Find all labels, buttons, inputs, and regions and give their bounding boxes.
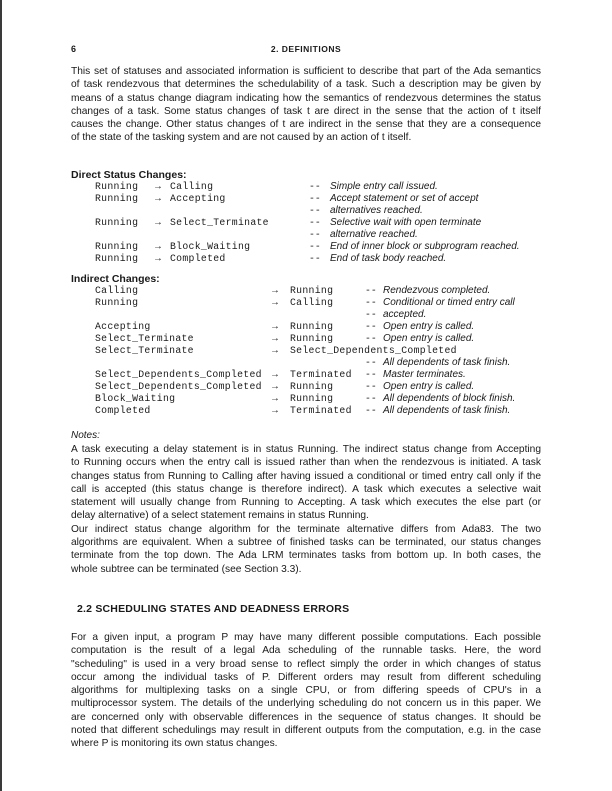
transition-comment: All dependents of task finish.	[383, 405, 511, 416]
transition-to: Running	[290, 321, 334, 332]
transition-to: Select_Dependents_Completed	[290, 345, 457, 356]
transition-comment: Open entry is called.	[383, 381, 475, 392]
section-paragraph	[71, 631, 541, 751]
arrow-icon: →	[272, 321, 279, 332]
transition-to: Running	[290, 285, 334, 296]
transition-to: Completed	[170, 253, 226, 264]
text-line: algorithms for multiplexing tasks on a single CPU, or from differing speeds of CPU's in a	[71, 685, 541, 697]
text-line: are concerned only with observable differences in the sequence of status changes. It should be	[71, 711, 541, 723]
text-line: This set of statuses and associated information is sufficient to describe that part of the Ada semantics	[71, 66, 541, 77]
transition-comment: Open entry is called.	[383, 333, 475, 344]
arrow-icon: →	[272, 297, 279, 308]
arrow-icon: →	[272, 345, 279, 356]
comment-dash: --	[309, 217, 321, 228]
arrow-icon: →	[272, 333, 279, 344]
text-line: to Running occurs when the entry call is issued rather than when the rendezvous is initiated. A task	[71, 457, 541, 469]
intro-paragraph	[71, 65, 541, 145]
transition-from: Completed	[95, 405, 151, 416]
arrow-icon: →	[272, 285, 279, 296]
transition-to: Terminated	[290, 369, 352, 380]
comment-dash: --	[365, 381, 377, 392]
arrow-icon: →	[272, 381, 279, 392]
transition-to: Running	[290, 393, 334, 404]
transition-comment: Selective wait with open terminate	[330, 217, 482, 228]
running-head: 2. DEFINITIONS	[270, 44, 342, 54]
comment-dash: --	[309, 205, 321, 216]
transition-to: Running	[290, 381, 334, 392]
transition-comment: Simple entry call issued.	[330, 181, 438, 192]
transition-from: Select_Terminate	[95, 333, 194, 344]
arrow-icon: →	[272, 393, 279, 404]
transition-comment: Master terminates.	[383, 369, 466, 380]
transition-from: Running	[95, 297, 139, 308]
arrow-icon: →	[155, 217, 162, 228]
transition-from: Select_Terminate	[95, 345, 194, 356]
text-line: whole subtree can be terminated (see Section 3.3).	[71, 563, 302, 575]
text-line: means of a status change diagram indicating how the semantics of rendezvous determines the status	[71, 92, 541, 104]
text-line: terminate from the top down. The Ada LRM terminates tasks from bottom up. In both cases, the	[71, 550, 541, 562]
direct-changes-heading: Direct Status Changes:	[71, 169, 187, 181]
transition-to: Running	[290, 333, 334, 344]
transition-from: Select_Dependents_Completed	[95, 369, 262, 380]
transition-comment: Accept statement or set of accept	[330, 193, 479, 204]
arrow-icon: →	[155, 253, 162, 264]
section-title: 2.2 SCHEDULING STATES AND DEADNESS ERRORS	[77, 603, 350, 615]
text-line: Our indirect status change algorithm for the terminate alternative differs from Ada83. The two	[71, 523, 541, 535]
comment-dash: --	[309, 181, 321, 192]
text-line: statement will usually change from Running to Accepting. A task which executes the else part (or	[71, 497, 541, 509]
page-left-edge	[0, 0, 2, 791]
arrow-icon: →	[155, 181, 162, 192]
transition-comment: End of inner block or subprogram reached.	[330, 241, 520, 252]
comment-dash: --	[365, 393, 377, 404]
comment-dash: --	[309, 253, 321, 264]
text-line: changes of a task. Some status changes of task t are direct in the sense that the action of t itself	[71, 105, 541, 117]
text-line: of task rendezvous that determines the schedulability of a task. Such a description may be given by	[71, 79, 541, 91]
comment-dash: --	[365, 369, 377, 380]
page-number: 6	[71, 44, 77, 54]
transition-comment: All dependents of task finish.	[383, 357, 511, 368]
text-line: causes the change. Other status changes of t are indirect in the sense that they are a consequence	[71, 119, 541, 131]
indirect-changes-heading: Indirect Changes:	[71, 273, 160, 285]
text-line: "scheduling" is used in a very broad sense to reflect simply the order in which changes of status	[71, 658, 541, 670]
arrow-icon: →	[155, 193, 162, 204]
text-line: of the state of the tasking system and are not caused by an action of t itself.	[71, 132, 412, 144]
transition-from: Select_Dependents_Completed	[95, 381, 262, 392]
transition-from: Running	[95, 193, 139, 204]
comment-dash: --	[309, 193, 321, 204]
text-line: A task executing a delay statement is in status Running. The indirect status change from Accepting	[71, 444, 541, 455]
transition-to: Select_Terminate	[170, 217, 269, 228]
comment-dash: --	[309, 241, 321, 252]
comment-dash: --	[365, 333, 377, 344]
transition-comment: Rendezvous completed.	[383, 285, 491, 296]
text-line: multiprocessor system. The details of the underlying scheduling do not concern us in this paper. We	[71, 698, 541, 710]
arrow-icon: →	[272, 369, 279, 380]
transition-to: Calling	[290, 297, 334, 308]
arrow-icon: →	[155, 241, 162, 252]
arrow-icon: →	[272, 405, 279, 416]
transition-comment: alternatives reached.	[330, 205, 423, 216]
text-line: where P is monitoring its own status changes.	[71, 738, 278, 750]
comment-dash: --	[365, 357, 377, 368]
comment-dash: --	[365, 309, 377, 320]
comment-dash: --	[309, 229, 321, 240]
transition-from: Calling	[95, 285, 139, 296]
transition-comment: Conditional or timed entry call	[383, 297, 515, 308]
transition-comment: accepted.	[383, 309, 427, 320]
text-line: noted that different schedulings may result in different outputs from the computation, e.g. in the case	[71, 725, 541, 737]
notes-paragraph	[71, 443, 541, 576]
transition-from: Running	[95, 253, 139, 264]
notes-label: Notes:	[71, 430, 100, 441]
comment-dash: --	[365, 297, 377, 308]
text-line: delay alternative) of a select statement remains in status Running.	[71, 510, 369, 522]
text-line: algorithms are equivalent. When a subtree of finished tasks can be terminated, our status changes	[71, 537, 541, 549]
transition-from: Running	[95, 181, 139, 192]
comment-dash: --	[365, 321, 377, 332]
transition-from: Running	[95, 217, 139, 228]
transition-from: Accepting	[95, 321, 151, 332]
comment-dash: --	[365, 405, 377, 416]
transition-comment: alternative reached.	[330, 229, 418, 240]
transition-comment: All dependents of block finish.	[383, 393, 516, 404]
text-line: computation is the result of a legal Ada scheduling of the runnable tasks. Here, the word	[71, 645, 541, 657]
transition-to: Accepting	[170, 193, 226, 204]
text-line: occur among the individual tasks of P. Different orders may result from different scheduling	[71, 671, 541, 683]
transition-from: Running	[95, 241, 139, 252]
comment-dash: --	[365, 285, 377, 296]
transition-to: Block_Waiting	[170, 241, 251, 252]
transition-comment: End of task body reached.	[330, 253, 447, 264]
transition-to: Terminated	[290, 405, 352, 416]
text-line: call is accepted (this status change is therefore indirect). A task which executes a selective wait	[71, 483, 541, 495]
transition-from: Block_Waiting	[95, 393, 176, 404]
text-line: changes status from Running to Calling after having issued a conditional or timed entry call only if the	[71, 470, 541, 482]
text-line: For a given input, a program P may have many different possible computations. Each possible	[71, 632, 541, 643]
transition-comment: Open entry is called.	[383, 321, 475, 332]
transition-to: Calling	[170, 181, 214, 192]
